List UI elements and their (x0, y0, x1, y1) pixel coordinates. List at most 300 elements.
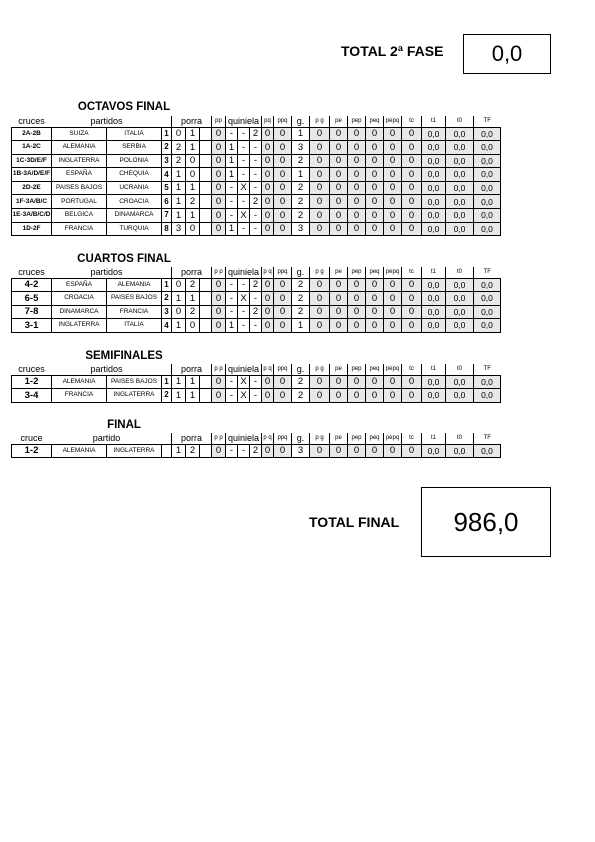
pq-value: 0 (262, 222, 274, 236)
pep-value: 0 (348, 389, 366, 403)
header-pep: pep (348, 267, 366, 278)
header-spacer (162, 364, 172, 375)
porra-gap (200, 389, 212, 403)
quiniela-1: - (226, 389, 238, 403)
header-porra: porra (172, 364, 212, 375)
tc-value: 0 (402, 389, 422, 403)
t0-value: 0,0 (446, 209, 474, 223)
semifinales-table (11, 364, 528, 403)
tc-value: 0 (402, 168, 422, 182)
tc-value: 0 (402, 444, 422, 458)
pepq-value: 0 (384, 444, 402, 458)
pp-value: 0 (212, 209, 226, 223)
pp-value: 0 (212, 389, 226, 403)
quiniela-2: 2 (250, 305, 262, 319)
match-row (12, 181, 528, 195)
t1-value: 0,0 (422, 127, 446, 141)
g-value: 2 (292, 305, 310, 319)
home-team: ALEMANIA (52, 444, 107, 458)
pe-value: 0 (330, 181, 348, 195)
cruce-code: 1F-3A/B/C (12, 195, 52, 209)
pp-value: 0 (212, 195, 226, 209)
quiniela-x: - (238, 305, 250, 319)
home-team: CROACIA (52, 292, 107, 306)
header-t0: t0 (446, 433, 474, 444)
header-pepq: pepq (384, 433, 402, 444)
pep-value: 0 (348, 168, 366, 182)
away-team: TURQUIA (107, 222, 162, 236)
porra-gap (200, 222, 212, 236)
home-team: PAISES BAJOS (52, 181, 107, 195)
header-pe: pe (330, 364, 348, 375)
header-cruces: cruce (20, 433, 43, 443)
quiniela-1: 1 (226, 319, 238, 333)
porra-home: 1 (172, 195, 186, 209)
pepq-value: 0 (384, 278, 402, 292)
header-porra: porra (172, 433, 212, 444)
header-pe: pe (330, 267, 348, 278)
section-title-octavos: OCTAVOS FINAL (77, 101, 171, 113)
pp-value: 0 (212, 181, 226, 195)
pepq-value: 0 (384, 195, 402, 209)
away-team: CHEQUIA (107, 168, 162, 182)
porra-gap (200, 181, 212, 195)
pep-value: 0 (348, 375, 366, 389)
g-value: 3 (292, 444, 310, 458)
porra-home: 2 (172, 154, 186, 168)
tc-value: 0 (402, 278, 422, 292)
quiniela-x: X (238, 209, 250, 223)
header-porra: porra (172, 116, 212, 127)
tf-value: 0,0 (474, 292, 501, 306)
t1-value: 0,0 (422, 278, 446, 292)
match-row (12, 278, 528, 292)
porra-home: 3 (172, 222, 186, 236)
ppq-value: 0 (274, 305, 292, 319)
peq-value: 0 (366, 305, 384, 319)
t1-value: 0,0 (422, 154, 446, 168)
porra-home: 1 (172, 389, 186, 403)
porra-gap (200, 375, 212, 389)
g-value: 2 (292, 154, 310, 168)
pe-value: 0 (330, 389, 348, 403)
quiniela-2: - (250, 222, 262, 236)
pq-value: 0 (262, 292, 274, 306)
away-team: INGLATERRA (107, 389, 162, 403)
g-value: 2 (292, 209, 310, 223)
ppq-value: 0 (274, 444, 292, 458)
header-t1: t1 (422, 116, 446, 127)
quiniela-1: 1 (226, 141, 238, 155)
pq-value: 0 (262, 127, 274, 141)
peq-value: 0 (366, 154, 384, 168)
ppq-value: 0 (274, 181, 292, 195)
match-number: 3 (162, 154, 172, 168)
header-pe: pe (330, 116, 348, 127)
quiniela-x: - (238, 154, 250, 168)
ppq-value: 0 (274, 141, 292, 155)
total-final-value: 986,0 (421, 487, 551, 557)
tf-value: 0,0 (474, 127, 501, 141)
pep-value: 0 (348, 181, 366, 195)
tf-value: 0,0 (474, 181, 501, 195)
header-g: g. (292, 433, 310, 444)
pe-value: 0 (330, 292, 348, 306)
header-pp: p p (212, 364, 226, 375)
pg-value: 0 (310, 278, 330, 292)
pq-value: 0 (262, 154, 274, 168)
t0-value: 0,0 (446, 168, 474, 182)
pg-value: 0 (310, 444, 330, 458)
away-team: CROACIA (107, 195, 162, 209)
match-row (12, 154, 528, 168)
header-peq: peq (366, 267, 384, 278)
pq-value: 0 (262, 375, 274, 389)
match-row (12, 389, 528, 403)
porra-away: 2 (186, 278, 200, 292)
quiniela-2: - (250, 319, 262, 333)
pg-value: 0 (310, 181, 330, 195)
pq-value: 0 (262, 319, 274, 333)
header-pe: pe (330, 433, 348, 444)
match-number: 1 (162, 278, 172, 292)
t0-value: 0,0 (446, 222, 474, 236)
away-team: UCRANIA (107, 181, 162, 195)
total-final-label: TOTAL FINAL (309, 514, 400, 530)
porra-away: 0 (186, 222, 200, 236)
pg-value: 0 (310, 195, 330, 209)
header-tc: tc (402, 433, 422, 444)
pg-value: 0 (310, 319, 330, 333)
pe-value: 0 (330, 168, 348, 182)
quiniela-2: 2 (250, 444, 262, 458)
t0-value: 0,0 (446, 195, 474, 209)
quiniela-x: - (238, 444, 250, 458)
pepq-value: 0 (384, 389, 402, 403)
header-peq: peq (366, 364, 384, 375)
peq-value: 0 (366, 389, 384, 403)
pe-value: 0 (330, 375, 348, 389)
porra-away: 1 (186, 141, 200, 155)
header-t1: t1 (422, 267, 446, 278)
away-team: ALEMANIA (107, 278, 162, 292)
peq-value: 0 (366, 209, 384, 223)
cruce-code: 1E-3A/B/C/D (12, 209, 52, 223)
peq-value: 0 (366, 127, 384, 141)
pp-value: 0 (212, 154, 226, 168)
quiniela-x: - (238, 319, 250, 333)
header-partidos: partido (92, 433, 121, 443)
quiniela-2: 2 (250, 127, 262, 141)
quiniela-1: - (226, 278, 238, 292)
cruce-code: 1-2 (12, 375, 52, 389)
porra-home: 1 (172, 292, 186, 306)
g-value: 2 (292, 278, 310, 292)
t0-value: 0,0 (446, 375, 474, 389)
match-row (12, 195, 528, 209)
ppq-value: 0 (274, 209, 292, 223)
pepq-value: 0 (384, 181, 402, 195)
tf-value: 0,0 (474, 168, 501, 182)
cruce-code: 2A-2B (12, 127, 52, 141)
header-cruces: cruces (18, 116, 45, 126)
match-number (162, 444, 172, 458)
header-pg: p g (310, 364, 330, 375)
tc-value: 0 (402, 141, 422, 155)
t1-value: 0,0 (422, 181, 446, 195)
tc-value: 0 (402, 181, 422, 195)
porra-gap (200, 319, 212, 333)
home-team: PORTUGAL (52, 195, 107, 209)
pp-value: 0 (212, 444, 226, 458)
t1-value: 0,0 (422, 375, 446, 389)
porra-home: 1 (172, 319, 186, 333)
pe-value: 0 (330, 319, 348, 333)
header-tc: tc (402, 267, 422, 278)
t0-value: 0,0 (446, 278, 474, 292)
quiniela-x: - (238, 141, 250, 155)
quiniela-2: - (250, 375, 262, 389)
porra-home: 1 (172, 375, 186, 389)
porra-home: 0 (172, 127, 186, 141)
porra-gap (200, 168, 212, 182)
t1-value: 0,0 (422, 222, 446, 236)
t0-value: 0,0 (446, 444, 474, 458)
pg-value: 0 (310, 168, 330, 182)
t0-value: 0,0 (446, 181, 474, 195)
header-spacer (162, 433, 172, 444)
tf-value: 0,0 (474, 222, 501, 236)
pq-value: 0 (262, 305, 274, 319)
header-pepq: pepq (384, 116, 402, 127)
tc-value: 0 (402, 154, 422, 168)
peq-value: 0 (366, 444, 384, 458)
ppq-value: 0 (274, 222, 292, 236)
header-tf: TF (474, 364, 501, 375)
porra-gap (200, 278, 212, 292)
home-team: BELGICA (52, 209, 107, 223)
quiniela-x: - (238, 127, 250, 141)
section-title-semifinales: SEMIFINALES (85, 350, 163, 362)
pep-value: 0 (348, 209, 366, 223)
pepq-value: 0 (384, 292, 402, 306)
g-value: 2 (292, 292, 310, 306)
quiniela-2: - (250, 292, 262, 306)
cruce-code: 3-4 (12, 389, 52, 403)
header-ppq: ppq (274, 364, 292, 375)
away-team: DINAMARCA (107, 209, 162, 223)
t1-value: 0,0 (422, 141, 446, 155)
header-g: g. (292, 267, 310, 278)
match-number: 3 (162, 305, 172, 319)
quiniela-1: - (226, 195, 238, 209)
cruce-code: 1-2 (12, 444, 52, 458)
pep-value: 0 (348, 292, 366, 306)
porra-away: 2 (186, 444, 200, 458)
tf-value: 0,0 (474, 444, 501, 458)
match-row (12, 222, 528, 236)
t1-value: 0,0 (422, 389, 446, 403)
g-value: 1 (292, 127, 310, 141)
peq-value: 0 (366, 181, 384, 195)
pg-value: 0 (310, 127, 330, 141)
t1-value: 0,0 (422, 444, 446, 458)
away-team: POLONIA (107, 154, 162, 168)
match-number: 4 (162, 319, 172, 333)
pe-value: 0 (330, 195, 348, 209)
away-team: ITALIA (107, 319, 162, 333)
match-number: 7 (162, 209, 172, 223)
header-pq: p q (262, 433, 274, 444)
ppq-value: 0 (274, 375, 292, 389)
porra-home: 1 (172, 181, 186, 195)
header-pg: p g (310, 116, 330, 127)
header-peq: peq (366, 433, 384, 444)
header-t0: t0 (446, 267, 474, 278)
ppq-value: 0 (274, 278, 292, 292)
match-number: 1 (162, 127, 172, 141)
away-team: PAISES BAJOS (107, 375, 162, 389)
header-pp: p p (212, 267, 226, 278)
match-row (12, 127, 528, 141)
pe-value: 0 (330, 141, 348, 155)
porra-home: 1 (172, 209, 186, 223)
section-title-final: FINAL (107, 419, 141, 431)
t1-value: 0,0 (422, 305, 446, 319)
tf-value: 0,0 (474, 141, 501, 155)
home-team: ESPAÑA (52, 278, 107, 292)
pq-value: 0 (262, 195, 274, 209)
quiniela-1: - (226, 305, 238, 319)
match-row (12, 319, 528, 333)
header-t1: t1 (422, 433, 446, 444)
header-quiniela: quiniela (226, 433, 262, 444)
pg-value: 0 (310, 389, 330, 403)
pg-value: 0 (310, 209, 330, 223)
porra-gap (200, 141, 212, 155)
match-row (12, 209, 528, 223)
pepq-value: 0 (384, 305, 402, 319)
pepq-value: 0 (384, 168, 402, 182)
g-value: 2 (292, 181, 310, 195)
porra-home: 1 (172, 444, 186, 458)
porra-away: 1 (186, 209, 200, 223)
home-team: INGLATERRA (52, 319, 107, 333)
quiniela-1: - (226, 292, 238, 306)
pepq-value: 0 (384, 375, 402, 389)
pp-value: 0 (212, 375, 226, 389)
header-pep: pep (348, 116, 366, 127)
quiniela-x: - (238, 222, 250, 236)
porra-away: 1 (186, 292, 200, 306)
pp-value: 0 (212, 141, 226, 155)
peq-value: 0 (366, 292, 384, 306)
header-g: g. (292, 364, 310, 375)
quiniela-1: 1 (226, 222, 238, 236)
pep-value: 0 (348, 141, 366, 155)
match-number: 8 (162, 222, 172, 236)
pp-value: 0 (212, 278, 226, 292)
pp-value: 0 (212, 292, 226, 306)
header-pq: pq (262, 116, 274, 127)
header-pepq: pepq (384, 267, 402, 278)
tc-value: 0 (402, 375, 422, 389)
tc-value: 0 (402, 292, 422, 306)
header-pep: pep (348, 433, 366, 444)
pq-value: 0 (262, 141, 274, 155)
total-fase-label: TOTAL 2ª FASE (341, 43, 444, 59)
porra-away: 0 (186, 319, 200, 333)
home-team: SUIZA (52, 127, 107, 141)
cruce-code: 1A-2C (12, 141, 52, 155)
pg-value: 0 (310, 222, 330, 236)
pep-value: 0 (348, 278, 366, 292)
quiniela-2: - (250, 154, 262, 168)
header-pg: p g (310, 433, 330, 444)
away-team: FRANCIA (107, 305, 162, 319)
peq-value: 0 (366, 195, 384, 209)
cruce-code: 1C-3D/E/F (12, 154, 52, 168)
pp-value: 0 (212, 127, 226, 141)
quiniela-x: - (238, 195, 250, 209)
porra-away: 1 (186, 127, 200, 141)
pe-value: 0 (330, 444, 348, 458)
pepq-value: 0 (384, 319, 402, 333)
ppq-value: 0 (274, 154, 292, 168)
peq-value: 0 (366, 375, 384, 389)
quiniela-2: 2 (250, 278, 262, 292)
header-quiniela: quiniela (226, 267, 262, 278)
quiniela-x: - (238, 278, 250, 292)
header-cruces: cruces (18, 267, 45, 277)
header-ppq: ppq (274, 267, 292, 278)
pg-value: 0 (310, 305, 330, 319)
cruce-code: 6-5 (12, 292, 52, 306)
away-team: SERBIA (107, 141, 162, 155)
header-pepq: pepq (384, 364, 402, 375)
quiniela-1: - (226, 444, 238, 458)
porra-away: 2 (186, 195, 200, 209)
porra-home: 0 (172, 278, 186, 292)
pg-value: 0 (310, 141, 330, 155)
quiniela-2: - (250, 181, 262, 195)
pq-value: 0 (262, 278, 274, 292)
peq-value: 0 (366, 319, 384, 333)
g-value: 2 (292, 389, 310, 403)
pg-value: 0 (310, 154, 330, 168)
total-fase-value: 0,0 (463, 34, 551, 74)
quiniela-2: - (250, 141, 262, 155)
tf-value: 0,0 (474, 319, 501, 333)
pq-value: 0 (262, 181, 274, 195)
match-number: 1 (162, 375, 172, 389)
header-tc: tc (402, 364, 422, 375)
pep-value: 0 (348, 319, 366, 333)
ppq-value: 0 (274, 292, 292, 306)
quiniela-1: - (226, 181, 238, 195)
quiniela-2: 2 (250, 195, 262, 209)
pepq-value: 0 (384, 141, 402, 155)
ppq-value: 0 (274, 195, 292, 209)
match-row (12, 444, 528, 458)
peq-value: 0 (366, 222, 384, 236)
porra-away: 1 (186, 375, 200, 389)
quiniela-x: X (238, 389, 250, 403)
tc-value: 0 (402, 195, 422, 209)
tf-value: 0,0 (474, 154, 501, 168)
pq-value: 0 (262, 444, 274, 458)
pepq-value: 0 (384, 127, 402, 141)
